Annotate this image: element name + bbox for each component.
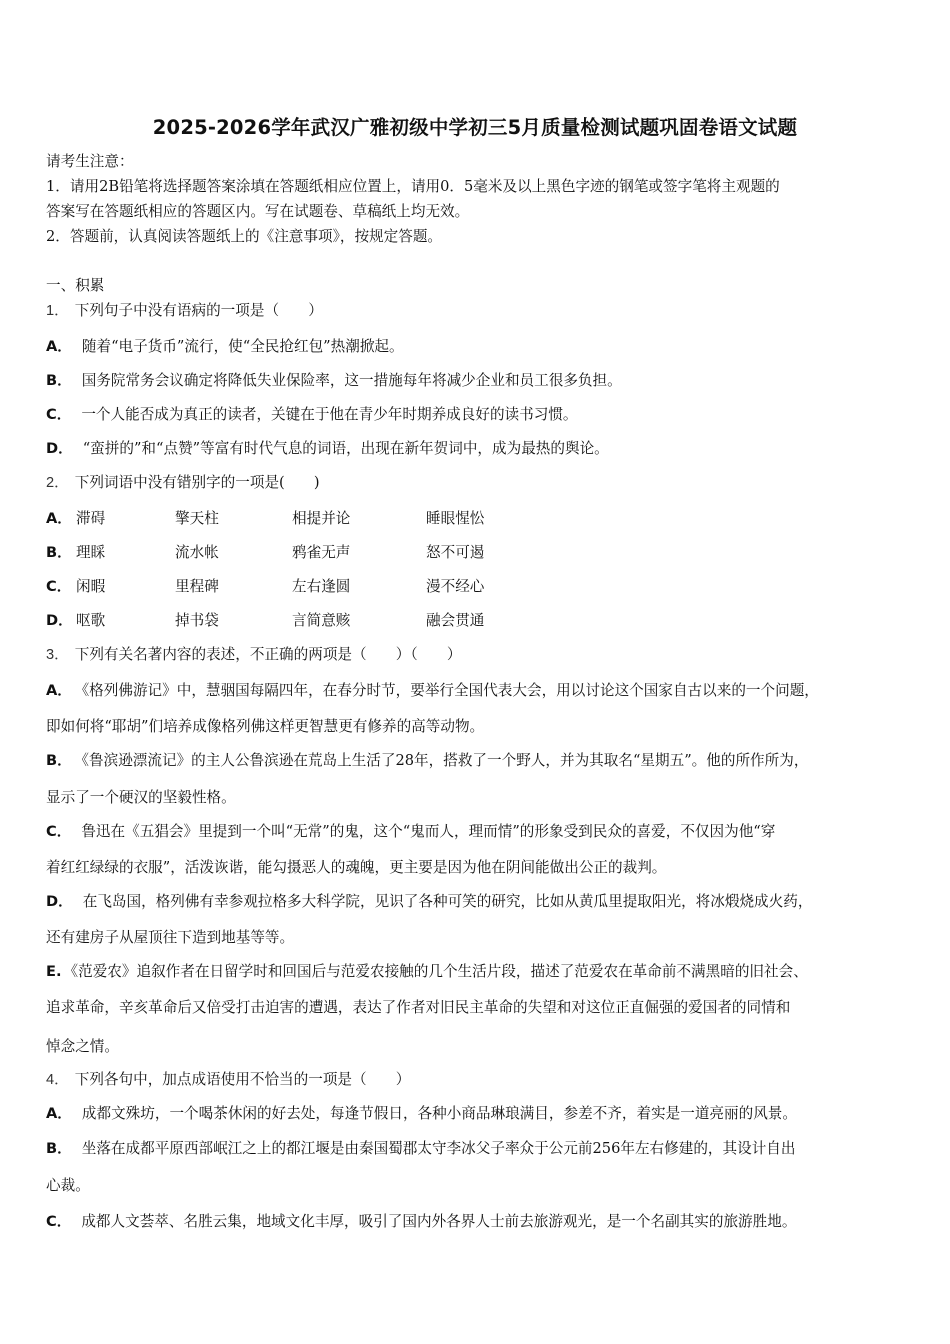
option-label: A． xyxy=(46,1105,72,1122)
q3-option-e-cont2: 悼念之情。 xyxy=(46,1038,119,1055)
q4-option-a xyxy=(46,1104,797,1124)
option-label: B． xyxy=(46,544,72,561)
q1-option-b xyxy=(46,371,622,391)
option-label: B． xyxy=(46,1140,72,1157)
q3-option-d xyxy=(46,892,812,912)
q4-option-b xyxy=(46,1139,795,1159)
q4-option-b-cont: 心裁。 xyxy=(46,1177,90,1194)
word: 流水帐 xyxy=(175,544,219,561)
q2-option-d xyxy=(46,611,646,631)
option-text: 国务院常务会议确定将降低失业保险率，这一措施每年将减少企业和员工很多负担。 xyxy=(81,372,622,389)
question-2-stem xyxy=(46,473,320,493)
q3-option-a xyxy=(46,681,819,701)
page-title: 2025-2026学年武汉广雅初级中学初三5月质量检测试题巩固卷语文试题 xyxy=(152,116,798,139)
q3-option-c-cont: 着红红绿绿的衣服”，活泼诙谐，能勾摄恶人的魂魄，更主要是因为他在阴间能做出公正的裁判。 xyxy=(46,859,667,876)
word: 相提并论 xyxy=(292,510,351,527)
question-text: 下列各句中，加点成语使用不恰当的一项是（ ） xyxy=(74,1071,411,1088)
option-text: 成都人文荟萃、名胜云集，地域文化丰厚，吸引了国内外各界人士前去旅游观光，是一个名副其实的旅游胜地。 xyxy=(81,1213,797,1230)
q2-option-b xyxy=(46,543,646,563)
option-text: “蛮拼的”和“点赞”等富有时代气息的词语，出现在新年贺词中，成为最热的舆论。 xyxy=(82,440,609,457)
option-text: 《范爱农》追叙作者在日留学时和回国后与范爱农接触的几个生活片段，描述了范爱农在革命前不满黑暗的旧社会、 xyxy=(63,963,808,980)
option-label: D． xyxy=(46,893,73,910)
q1-option-d xyxy=(46,439,609,459)
word: 滞碍 xyxy=(76,510,106,527)
q2-option-a xyxy=(46,509,646,529)
question-text: 下列句子中没有语病的一项是（ ） xyxy=(74,302,323,319)
q3-option-d-cont: 还有建房子从屋顶往下造到地基等等。 xyxy=(46,929,295,946)
q3-option-c xyxy=(46,822,775,842)
option-text: 《鲁滨逊漂流记》的主人公鲁滨逊在荒岛上生活了28年，搭救了一个野人，并为其取名“星期五”。他的所作所为， xyxy=(81,752,809,769)
q3-option-e-cont: 追求革命，辛亥革命后又倍受打击迫害的遭遇，表达了作者对旧民主革命的失望和对这位正直倔强的爱国者的同情和 xyxy=(46,999,791,1016)
notice-line-1b: 答案写在答题纸相应的答题区内。写在试题卷、草稿纸上均无效。 xyxy=(46,203,470,220)
word: 鸦雀无声 xyxy=(292,544,351,561)
option-label: C． xyxy=(46,406,72,423)
word: 左右逢圆 xyxy=(292,578,351,595)
word: 闲暇 xyxy=(76,578,106,595)
notice-line-1a: 1．请用2B铅笔将选择题答案涂填在答题纸相应位置上，请用0．5毫米及以上黑色字迹的钢笔或签字笔将主观题的 xyxy=(46,178,780,195)
option-label: E. xyxy=(46,963,62,980)
option-label: B． xyxy=(46,372,72,389)
question-3-stem xyxy=(46,645,461,665)
word: 呕歌 xyxy=(76,612,106,629)
word: 怒不可遏 xyxy=(426,544,485,561)
notice-line-2: 2．答题前，认真阅读答题纸上的《注意事项》，按规定答题。 xyxy=(46,228,443,245)
question-1-stem xyxy=(46,301,323,321)
q3-option-a-cont: 即如何将“耶胡”们培养成像格列佛这样更智慧更有修养的高等动物。 xyxy=(46,718,485,735)
word: 里程碑 xyxy=(175,578,219,595)
option-text: 鲁迅在《五猖会》里提到一个叫“无常”的鬼，这个“鬼而人，理而情”的形象受到民众的喜爱，不仅因为他“穿 xyxy=(81,823,776,840)
word: 融会贯通 xyxy=(426,612,485,629)
question-number: 4． xyxy=(46,1072,69,1088)
option-label: A． xyxy=(46,338,72,355)
option-label: A． xyxy=(46,682,72,699)
question-text: 下列有关名著内容的表述，不正确的两项是（ ）（ ） xyxy=(74,646,462,663)
option-label: C． xyxy=(46,578,72,595)
q3-option-e xyxy=(46,962,808,982)
option-text: 一个人能否成为真正的读者，关键在于他在青少年时期养成良好的读书习惯。 xyxy=(81,406,578,423)
question-number: 2． xyxy=(46,475,69,491)
option-text: 成都文殊坊，一个喝茶休闲的好去处，每逢节假日，各种小商品琳琅满目，参差不齐，着实是一道亮丽的风景。 xyxy=(81,1105,797,1122)
word: 理睬 xyxy=(76,544,106,561)
q3-option-b xyxy=(46,751,808,771)
word: 掉书袋 xyxy=(175,612,219,629)
option-label: B． xyxy=(46,752,72,769)
option-label: C． xyxy=(46,823,72,840)
option-text: 《格列佛游记》中，慧骃国每隔四年，在春分时节，要举行全国代表大会，用以讨论这个国家自古以来的一个问题， xyxy=(81,682,819,699)
q1-option-c xyxy=(46,405,578,425)
option-text: 在飞岛国，格列佛有幸参观拉格多大科学院，见识了各种可笑的研究，比如从黄瓜里提取阳光，将冰煅烧成火药， xyxy=(82,893,813,910)
question-text: 下列词语中没有错别字的一项是( ) xyxy=(74,474,320,491)
question-number: 1． xyxy=(46,303,69,319)
option-label: A． xyxy=(46,510,72,527)
question-4-stem xyxy=(46,1070,410,1090)
option-label: D． xyxy=(46,612,73,629)
option-label: D． xyxy=(46,440,73,457)
option-text: 随着“电子货币”流行，使“全民抢红包”热潮掀起。 xyxy=(81,338,404,355)
q3-option-b-cont: 显示了一个硬汉的坚毅性格。 xyxy=(46,789,236,806)
q4-option-c xyxy=(46,1212,796,1232)
word: 漫不经心 xyxy=(426,578,485,595)
question-number: 3． xyxy=(46,647,69,663)
q2-option-c xyxy=(46,577,646,597)
section-heading: 一、积累 xyxy=(46,277,105,294)
q1-option-a xyxy=(46,337,404,357)
word: 言简意赅 xyxy=(292,612,351,629)
word: 睡眼惺忪 xyxy=(426,510,485,527)
notice-heading: 请考生注意： xyxy=(46,153,134,170)
word: 擎天柱 xyxy=(175,510,219,527)
option-label: C． xyxy=(46,1213,72,1230)
option-text: 坐落在成都平原西部岷江之上的都江堰是由秦国蜀郡太守李冰父子率众于公元前256年左右修建的，其设计自出 xyxy=(81,1140,796,1157)
